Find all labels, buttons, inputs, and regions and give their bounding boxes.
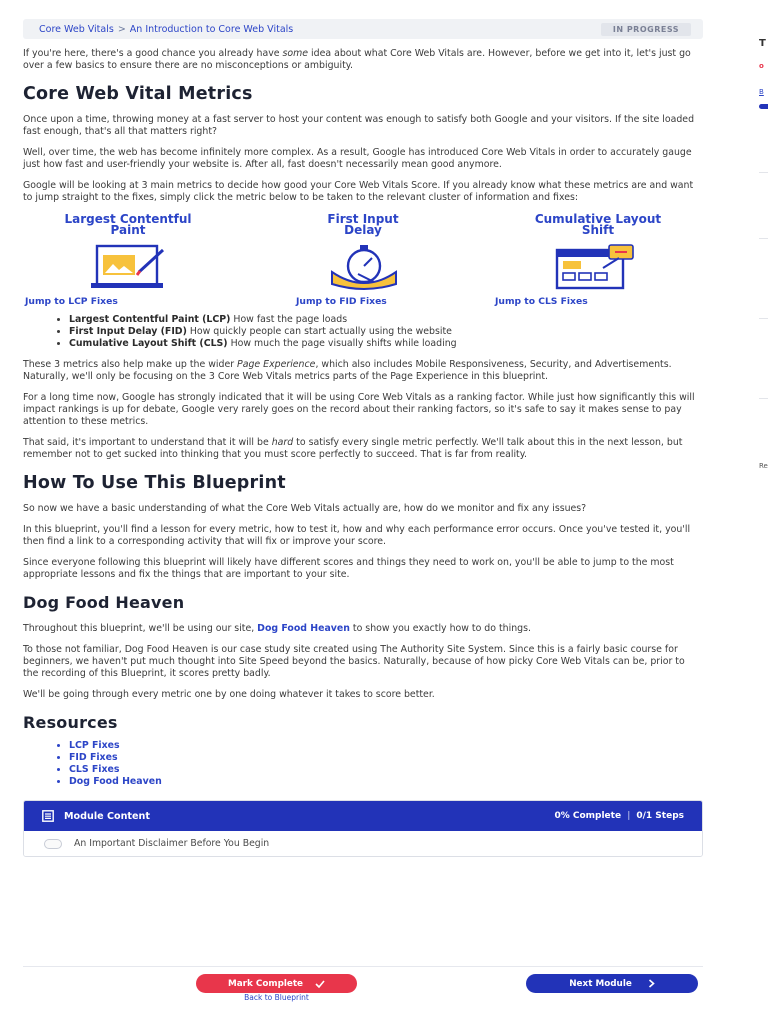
fid-illustration-icon[interactable] [258,242,468,292]
right-sidebar [755,0,768,1024]
module-lesson-title[interactable]: An Important Disclaimer Before You Begin [74,838,270,849]
blueprint-paragraph-1: So now we have a basic understanding of what the Core Web Vitals actually are, how do we monitor and fix any issues? [23,503,587,514]
heading-resources: Resources [23,713,118,732]
metrics-paragraph-2: Well, over time, the web has become infinitely more complex. As a result, Google has introduced Core Web Vitals in order to accurately gauge just how fast and user-friendly your website is. After all, fast doesn't necessarily mean good anymore. [23,147,692,170]
module-header[interactable] [24,801,702,831]
dogfood-paragraph-1: Throughout this blueprint, we'll be using our site, Dog Food Heaven to show you exactly how to do things. [23,623,531,634]
metrics-paragraph-1: Once upon a time, throwing money at a fast server to host your content was enough to satisfy both Google and your visitors. If the site loaded fast enough, that's all that matters right? [23,114,695,137]
sidebar-text-fragment: Re [759,462,768,470]
breadcrumb [39,24,293,35]
heading-core-web-vital-metrics: Core Web Vital Metrics [23,84,253,104]
dogfood-paragraph-2: To those not familiar, Dog Food Heaven is our case study site created using The Authority Site System. Since this is a fairly basic course for beginners, we haven't put much thought into Site Speed beyond the basics. Naturally, because of how picky Core Web Vitals can be, prior to the recording of this Blueprint, it scores pretty badly. [23,644,685,679]
resource-link-fid[interactable]: • FID Fixes [69,752,703,764]
blueprint-paragraph-3: Since everyone following this blueprint will likely have different scores and things they need to work on, you'll be able to jump to the most appropriate lessons and fix the things that are important to your site. [23,557,674,580]
mark-complete-button[interactable] [196,974,357,993]
metric-title-fid: First Input Delay [327,212,399,237]
sidebar-link-fragment[interactable]: B [759,88,764,96]
resource-link-lcp[interactable]: • LCP Fixes [69,740,703,752]
breadcrumb-bar [23,19,703,39]
jump-lcp-link[interactable]: Jump to LCP Fixes [25,296,118,307]
hard-to-satisfy-paragraph: That said, it's important to understand that it will be hard to satisfy every single metric perfectly. We'll talk about this in the next lesson, but remember not to get sucked into thinking that you must score perfectly to succeed. That is far from reality. [23,437,683,460]
breadcrumb-separator: > [117,23,126,35]
module-list-icon [42,810,54,822]
metric-card-cls[interactable] [493,214,703,310]
metrics-bullet-list [69,314,703,350]
metric-title-lcp: Largest Contentful Paint [64,212,192,237]
metric-card-lcp[interactable] [23,214,233,310]
module-progress: 0% Complete [554,811,622,821]
sidebar-divider [759,398,768,399]
metrics-row [23,214,703,310]
dogfood-paragraph-3: We'll be going through every metric one by one doing whatever it takes to score better. [23,689,435,700]
resource-link-dog-food-heaven[interactable]: • Dog Food Heaven [69,776,703,788]
module-progress-divider: | [627,811,631,821]
heading-dog-food-heaven: Dog Food Heaven [23,593,185,612]
metric-card-fid[interactable] [258,214,468,310]
sidebar-status-fragment: o [759,62,764,70]
sidebar-progress-bar [759,104,768,109]
dog-food-heaven-link[interactable]: Dog Food Heaven [257,623,350,634]
breadcrumb-course-link[interactable]: Core Web Vitals [39,23,114,35]
next-module-label: Next Module [569,978,632,989]
resources-list [69,740,703,788]
lesson-status-toggle[interactable] [44,839,62,849]
lesson-content [23,19,703,857]
sidebar-divider [759,172,768,173]
module-lesson-row[interactable] [24,831,702,856]
jump-fid-link[interactable]: Jump to FID Fixes [296,296,387,307]
list-item: • First Input Delay (FID) How quickly people can start actually using the website [69,326,703,338]
module-content-panel [23,800,703,857]
chevron-right-icon [648,979,655,988]
module-steps: 0/1 Steps [636,811,684,821]
back-to-blueprint-link[interactable]: Back to Blueprint [244,993,309,1002]
list-item: • Cumulative Layout Shift (CLS) How much the page visually shifts while loading [69,338,703,350]
sidebar-divider [759,238,768,239]
status-badge: IN PROGRESS [601,23,691,36]
next-module-button[interactable] [526,974,698,993]
module-title: Module Content [64,810,150,822]
page-experience-paragraph: These 3 metrics also help make up the wider Page Experience, which also includes Mobile Responsiveness, Security, and Advertisements. Naturally, we'll only be focusing on the 3 Core Web Vitals metrics parts of the Page Experience in this blueprint. [23,359,672,382]
check-icon [315,980,325,988]
blueprint-paragraph-2: In this blueprint, you'll find a lesson for every metric, how to test it, how and why each performance error occurs. Once you've tested it, you'll then find a link to a corresponding activity that will fix or improve your score. [23,524,691,547]
resource-link-cls[interactable]: • CLS Fixes [69,764,703,776]
intro-paragraph: If you're here, there's a good chance you already have some idea about what Core Web Vitals are. However, before we get into it, let's just go over a few basics to ensure there are no misconceptions or ambiguity. [23,48,691,71]
metrics-paragraph-3: Google will be looking at 3 main metrics to decide how good your Core Web Vitals Score. If you already know what these metrics are and want to jump straight to the fixes, simply click the metric below to be taken to the relevant cluster of information and fixes: [23,180,694,203]
list-item: • Largest Contentful Paint (LCP) How fast the page loads [69,314,703,326]
footer-divider [23,966,703,967]
sidebar-divider [759,318,768,319]
lcp-illustration-icon[interactable] [23,242,233,292]
ranking-factor-paragraph: For a long time now, Google has strongly indicated that it will be using Core Web Vitals as a ranking factor. While just how significantly this will impact rankings is up for debate, Google very rarely goes on the record about their ranking factors, so it's safe to say it makes sense to pay attention to these metrics. [23,392,695,427]
cls-illustration-icon[interactable] [493,242,703,292]
sidebar-title-fragment: T [759,38,766,49]
mark-complete-label: Mark Complete [227,978,304,989]
breadcrumb-lesson-link[interactable]: An Introduction to Core Web Vitals [129,23,294,35]
heading-how-to-use: How To Use This Blueprint [23,473,286,493]
jump-cls-link[interactable]: Jump to CLS Fixes [495,296,588,307]
metric-title-cls: Cumulative Layout Shift [534,212,662,237]
